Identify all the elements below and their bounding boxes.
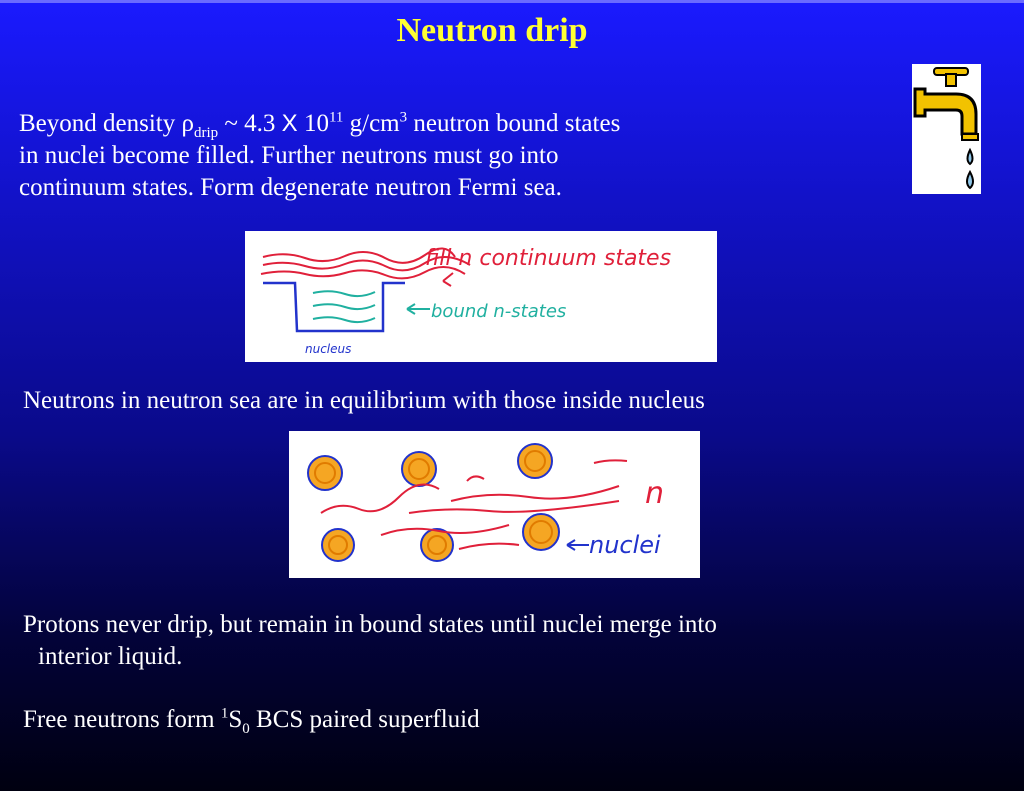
- subscript-0: 0: [242, 721, 250, 737]
- intro-line-3: continuum states. Form degenerate neutron Fermi sea.: [19, 174, 562, 201]
- sketch-label-n: n: [645, 476, 665, 511]
- drip-subscript: drip: [193, 125, 219, 141]
- protons-line-2: interior liquid.: [38, 643, 183, 670]
- intro-text-5: neutron bound states: [407, 110, 621, 137]
- exponent-11: 11: [328, 109, 344, 126]
- intro-text-3: 10: [297, 110, 329, 137]
- superfluid-text-2: S: [228, 706, 243, 733]
- top-border-line: [0, 0, 1024, 3]
- intro-text-2: ~ 4.3: [218, 110, 282, 137]
- times-sign: X: [281, 110, 298, 137]
- protons-line-1: Protons never drip, but remain in bound states until nuclei merge into: [23, 611, 717, 638]
- sketch-label-nucleus: nucleus: [305, 342, 352, 356]
- sketch-label-nuclei: nuclei: [589, 531, 661, 559]
- superscript-1: 1: [220, 705, 229, 722]
- neutron-sea-sketch: [289, 431, 700, 578]
- exponent-3: 3: [399, 109, 408, 126]
- sketch-label-bound: bound n-states: [431, 301, 567, 322]
- drip-density-paragraph: [19, 108, 799, 204]
- intro-line-2: in nuclei become filled. Further neutrons must go into: [19, 142, 559, 169]
- superfluid-text-1: Free neutrons form: [23, 706, 221, 733]
- equilibrium-statement: Neutrons in neutron sea are in equilibrium with those inside nucleus: [23, 387, 705, 414]
- bound-states-sketch: [245, 231, 717, 362]
- sketch-label-continuum: fill n continuum states: [425, 246, 672, 271]
- intro-text-1: Beyond density ρ: [19, 110, 194, 137]
- intro-text-4: g/cm: [343, 110, 400, 137]
- protons-paragraph: [23, 609, 923, 673]
- slide-title: Neutron drip: [396, 12, 588, 49]
- superfluid-text-3: BCS paired superfluid: [249, 706, 480, 733]
- water-faucet-icon: [912, 64, 981, 194]
- superfluid-paragraph: [23, 704, 723, 736]
